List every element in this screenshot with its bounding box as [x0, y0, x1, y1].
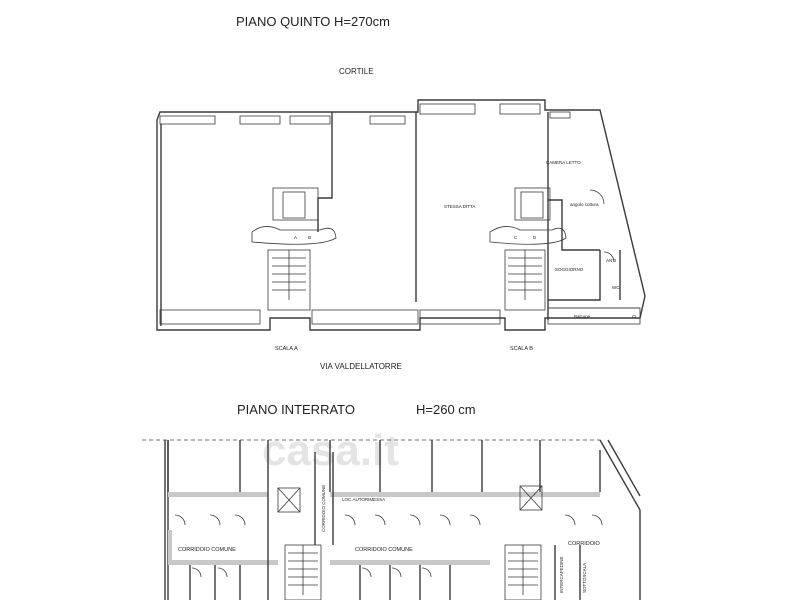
room-balcone: Balcone: [574, 314, 591, 319]
street-label: VIA VALDELLATORRE: [320, 362, 402, 371]
room-angolo-cottura: angolo cottura: [570, 202, 599, 207]
corridor-label-2: CORRIDOIO COMUNE: [355, 547, 413, 553]
corridor-label-4: CORRIDOIO: [568, 541, 600, 547]
corridor-label-1: CORRIDOIO COMUNE: [178, 547, 236, 553]
corridor-label-3: CORRIDOIO COMUNE: [321, 484, 326, 532]
lift-c-label: C: [514, 235, 518, 240]
lift-a-label: A: [294, 235, 298, 240]
autorimessa-label: LOC.AUTORIMESSA: [342, 497, 386, 502]
room-wc: WC: [612, 285, 620, 290]
sottoscala-label: SOTTOSCALA: [582, 562, 587, 593]
intercapedine-label: INTERCAPEDINE: [559, 556, 564, 593]
lower-plan-height: H=260 cm: [416, 402, 476, 417]
upper-plan-walls: [157, 100, 645, 330]
cortile-label: CORTILE: [339, 67, 374, 76]
room-anti: ANTI: [606, 258, 617, 263]
watermark-logo: casa.it: [262, 426, 399, 475]
lift-b-label: B: [308, 235, 312, 240]
room-soggiorno: SOGGIORNO: [555, 267, 584, 272]
room-stessa-ditta: STESSA DITTA: [444, 204, 476, 209]
lower-plan-title: PIANO INTERRATO: [237, 402, 355, 417]
scala-b-label: SCALA B: [510, 346, 533, 352]
lift-d-label: D: [533, 235, 537, 240]
scala-a-label: SCALA A: [275, 346, 298, 352]
room-camera-letto: CAMERA LETTO: [546, 160, 581, 165]
upper-plan-title: PIANO QUINTO H=270cm: [236, 14, 390, 29]
mark-ci: CI: [632, 314, 637, 319]
